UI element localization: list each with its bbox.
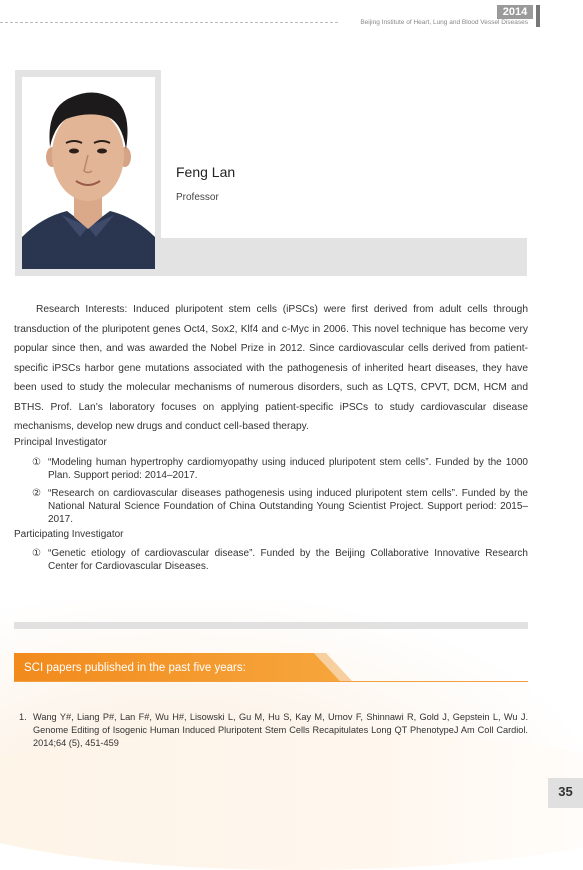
principal-investigator-heading: Principal Investigator: [14, 437, 107, 448]
profile-photo: [22, 77, 155, 269]
header-dashed-rule: [0, 22, 338, 23]
header-accent-bar: [536, 5, 540, 27]
page-header: [0, 0, 583, 30]
header-year-badge: 2014: [497, 5, 533, 19]
person-portrait-image: [22, 77, 155, 269]
page-number: 35: [558, 784, 573, 799]
sci-banner-rule: [14, 681, 528, 682]
project-description: “Genetic etiology of cardiovascular disease”. Funded by the Beijing Collaborative Innovative Research Center for Cardiovascular Diseases.: [48, 548, 528, 572]
project-description: “Modeling human hypertrophy cardiomyopathy using induced pluripotent stem cells”. Funded by the 1000 Plan. Support period: 2014–2017.: [48, 457, 528, 481]
principal-project-2: [32, 487, 528, 526]
list-marker: ①: [32, 457, 41, 468]
section-divider: [14, 622, 528, 629]
paper-reference-1: [14, 711, 528, 750]
project-description: “Research on cardiovascular diseases pathogenesis using induced pluripotent stem cells”. Funded by the National Natural Science Foundation of China Outstanding Young Scientist Project. Support period: 2015–2017.: [48, 488, 528, 525]
background-swoosh-lower: [0, 730, 583, 870]
research-interests-paragraph: Research Interests: Induced pluripotent stem cells (iPSCs) were first derived from adult cells through transduction of the pluripotent genes Oct4, Sox2, Klf4 and c-Myc in 2006. This novel technique has become very popular since then, and was awarded the Nobel Prize in 2012. Since cardiovascular cells derived from patient-specific iPSCs harbor gene mutations associated with the pathogenesis of inherited heart diseases, they have been used to study the molecular mechanisms of numerous disorders, such as LQTS, CPVT, DCM, HCM and BTHS. Prof. Lan’s laboratory focuses on applying patient-specific iPSCs to study cardiovascular disease mechanisms, develop new drugs and conduct cell-based therapy.: [14, 304, 528, 432]
list-marker: ①: [32, 548, 41, 559]
person-title: Professor: [176, 192, 219, 203]
header-institute-name: Beijing Institute of Heart, Lung and Blood Vessel Diseases: [360, 19, 528, 26]
participating-project-1: [32, 547, 528, 573]
reference-number: 1.: [19, 712, 27, 722]
sci-papers-heading: SCI papers published in the past five years:: [24, 662, 246, 674]
participating-investigator-heading: Participating Investigator: [14, 529, 124, 540]
principal-project-1: [32, 456, 528, 482]
person-name: Feng Lan: [176, 164, 236, 180]
reference-text: Wang Y#, Liang P#, Lan F#, Wu H#, Lisowski L, Gu M, Hu S, Kay M, Urnov F, Shinnawi R, Gold J, Gepstein L, Wu J. Genome Editing of Isogenic Human Induced Pluripotent Stem Cells Recapitulates Long QT PhenotypeJ Am Coll Cardiol. 2014;64 (5), 451-459: [33, 712, 528, 748]
list-marker: ②: [32, 488, 41, 499]
